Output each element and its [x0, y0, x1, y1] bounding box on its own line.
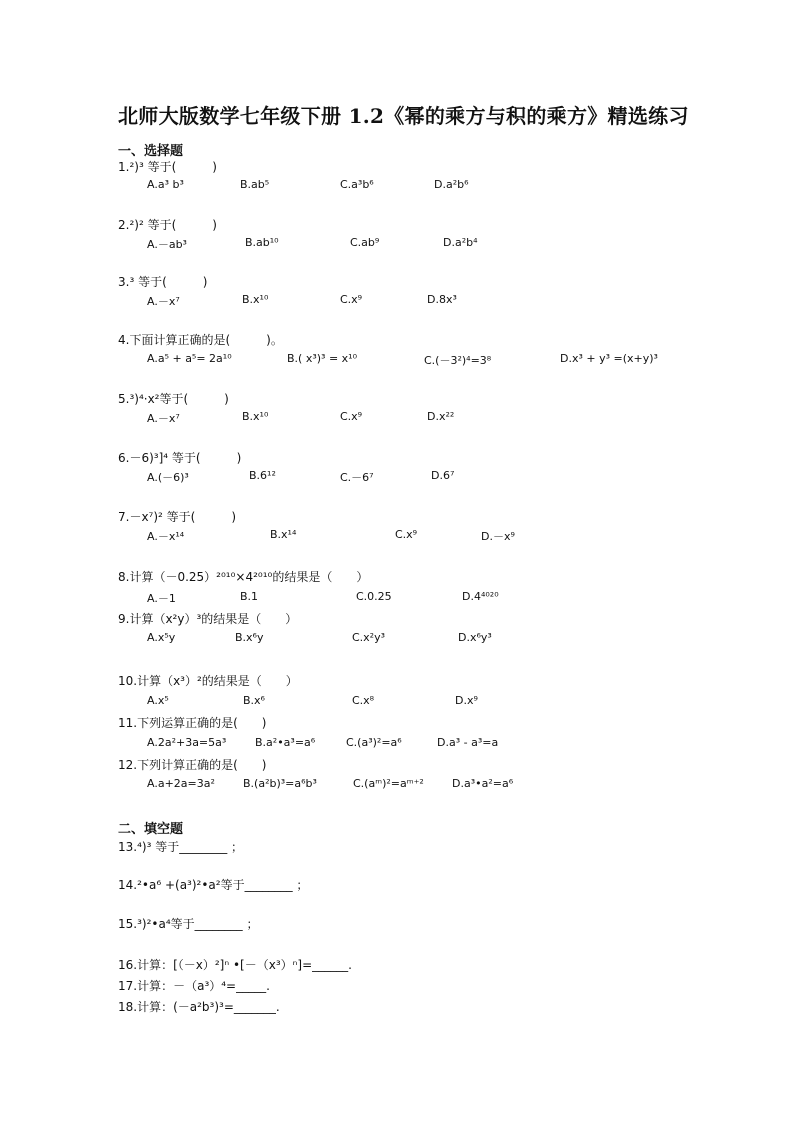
option-a: A.x⁵: [147, 694, 169, 707]
option-d: D.x⁶y³: [458, 631, 492, 644]
option-d: D.x²²: [427, 410, 455, 423]
question-stem: 12.下列计算正确的是( ): [118, 758, 267, 772]
option-d: D.4⁴⁰²⁰: [462, 590, 499, 603]
option-b: B.ab⁵: [240, 178, 270, 191]
option-a: A.(－6)³: [147, 471, 189, 484]
question-stem: 3.³ 等于( ): [118, 275, 208, 289]
option-d: D.x³ + y³ =(x+y)³: [560, 352, 658, 365]
option-a: A.－1: [147, 592, 176, 605]
option-c: C.x²y³: [352, 631, 386, 644]
option-c: C.x⁹: [395, 528, 418, 541]
option-b: B.ab¹⁰: [245, 236, 279, 249]
option-c: C.ab⁹: [350, 236, 380, 249]
question-stem: 4.下面计算正确的是( )。: [118, 333, 283, 347]
fill-question-16: 16.计算：[（－x）²]ⁿ •[－（x³）ⁿ]=______.: [118, 958, 352, 972]
option-a: A.x⁵y: [147, 631, 176, 644]
option-d: D.a³•a²=a⁶: [452, 777, 514, 790]
option-c: C.x⁸: [352, 694, 375, 707]
option-a: A.2a²+3a=5a³: [147, 736, 227, 749]
option-d: D.a³ - a³=a: [437, 736, 499, 749]
question-stem: 8.计算（－0.25）²⁰¹⁰×4²⁰¹⁰的结果是（ ）: [118, 570, 369, 584]
option-d: D.8x³: [427, 293, 457, 306]
option-b: B.x¹⁰: [242, 293, 269, 306]
option-a: A.－ab³: [147, 238, 187, 251]
option-a: A.－x¹⁴: [147, 530, 185, 543]
option-b: B.(a²b)³=a⁶b³: [243, 777, 317, 790]
option-b: B.( x³)³ = x¹⁰: [287, 352, 357, 365]
option-d: D.a²b⁶: [434, 178, 469, 191]
fill-question-17: 17.计算：－（a³）⁴=_____.: [118, 979, 270, 993]
question-stem: 10.计算（x³）²的结果是（ ）: [118, 674, 298, 688]
option-c: C.0.25: [356, 590, 392, 603]
question-stem: 9.计算（x²y）³的结果是（ ）: [118, 612, 298, 626]
question-stem: 5.³)⁴·x²等于( ): [118, 392, 229, 406]
option-a: A.－x⁷: [147, 412, 180, 425]
option-c: C.a³b⁶: [340, 178, 374, 191]
option-b: B.x¹⁰: [242, 410, 269, 423]
fill-question-15: 15.³)²•a⁴等于________ ；: [118, 917, 259, 931]
option-a: A.a⁵ + a⁵= 2a¹⁰: [147, 352, 232, 365]
option-a: A.a³ b³: [147, 178, 184, 191]
option-b: B.6¹²: [249, 469, 276, 482]
page-title: 北师大版数学七年级下册 1.2《幂的乘方与积的乘方》精选练习: [118, 104, 689, 128]
fill-question-18: 18.计算：(－a²b³)³=_______.: [118, 1000, 280, 1014]
option-b: B.x⁶y: [235, 631, 264, 644]
fill-question-13: 13.⁴)³ 等于________ ；: [118, 840, 244, 854]
option-d: D.a²b⁴: [443, 236, 478, 249]
option-d: D.－x⁹: [481, 530, 515, 543]
option-d: D.x⁹: [455, 694, 478, 707]
option-a: A.－x⁷: [147, 295, 180, 308]
option-b: B.x¹⁴: [270, 528, 297, 541]
option-c: C.(a³)²=a⁶: [346, 736, 402, 749]
option-d: D.6⁷: [431, 469, 455, 482]
question-stem: 6.－6)³]⁴ 等于( ): [118, 451, 242, 465]
section-heading-choice: 一、选择题: [118, 144, 184, 159]
option-c: C.－6⁷: [340, 471, 374, 484]
section-heading-fill: 二、填空题: [118, 822, 184, 837]
fill-question-14: 14.²•a⁶ +(a³)²•a²等于________ ；: [118, 878, 309, 892]
option-b: B.1: [240, 590, 259, 603]
option-c: C.(－3²)⁴=3⁸: [424, 354, 492, 367]
question-stem: 7.－x⁷)² 等于( ): [118, 510, 237, 524]
question-stem: 11.下列运算正确的是( ): [118, 716, 267, 730]
option-c: C.x⁹: [340, 410, 363, 423]
option-c: C.(aᵐ)²=aᵐ⁺²: [353, 777, 424, 790]
option-b: B.x⁶: [243, 694, 265, 707]
question-stem: 2.²)² 等于( ): [118, 218, 217, 232]
option-a: A.a+2a=3a²: [147, 777, 215, 790]
option-c: C.x⁹: [340, 293, 363, 306]
question-stem: 1.²)³ 等于( ): [118, 160, 217, 174]
option-b: B.a²•a³=a⁶: [255, 736, 316, 749]
